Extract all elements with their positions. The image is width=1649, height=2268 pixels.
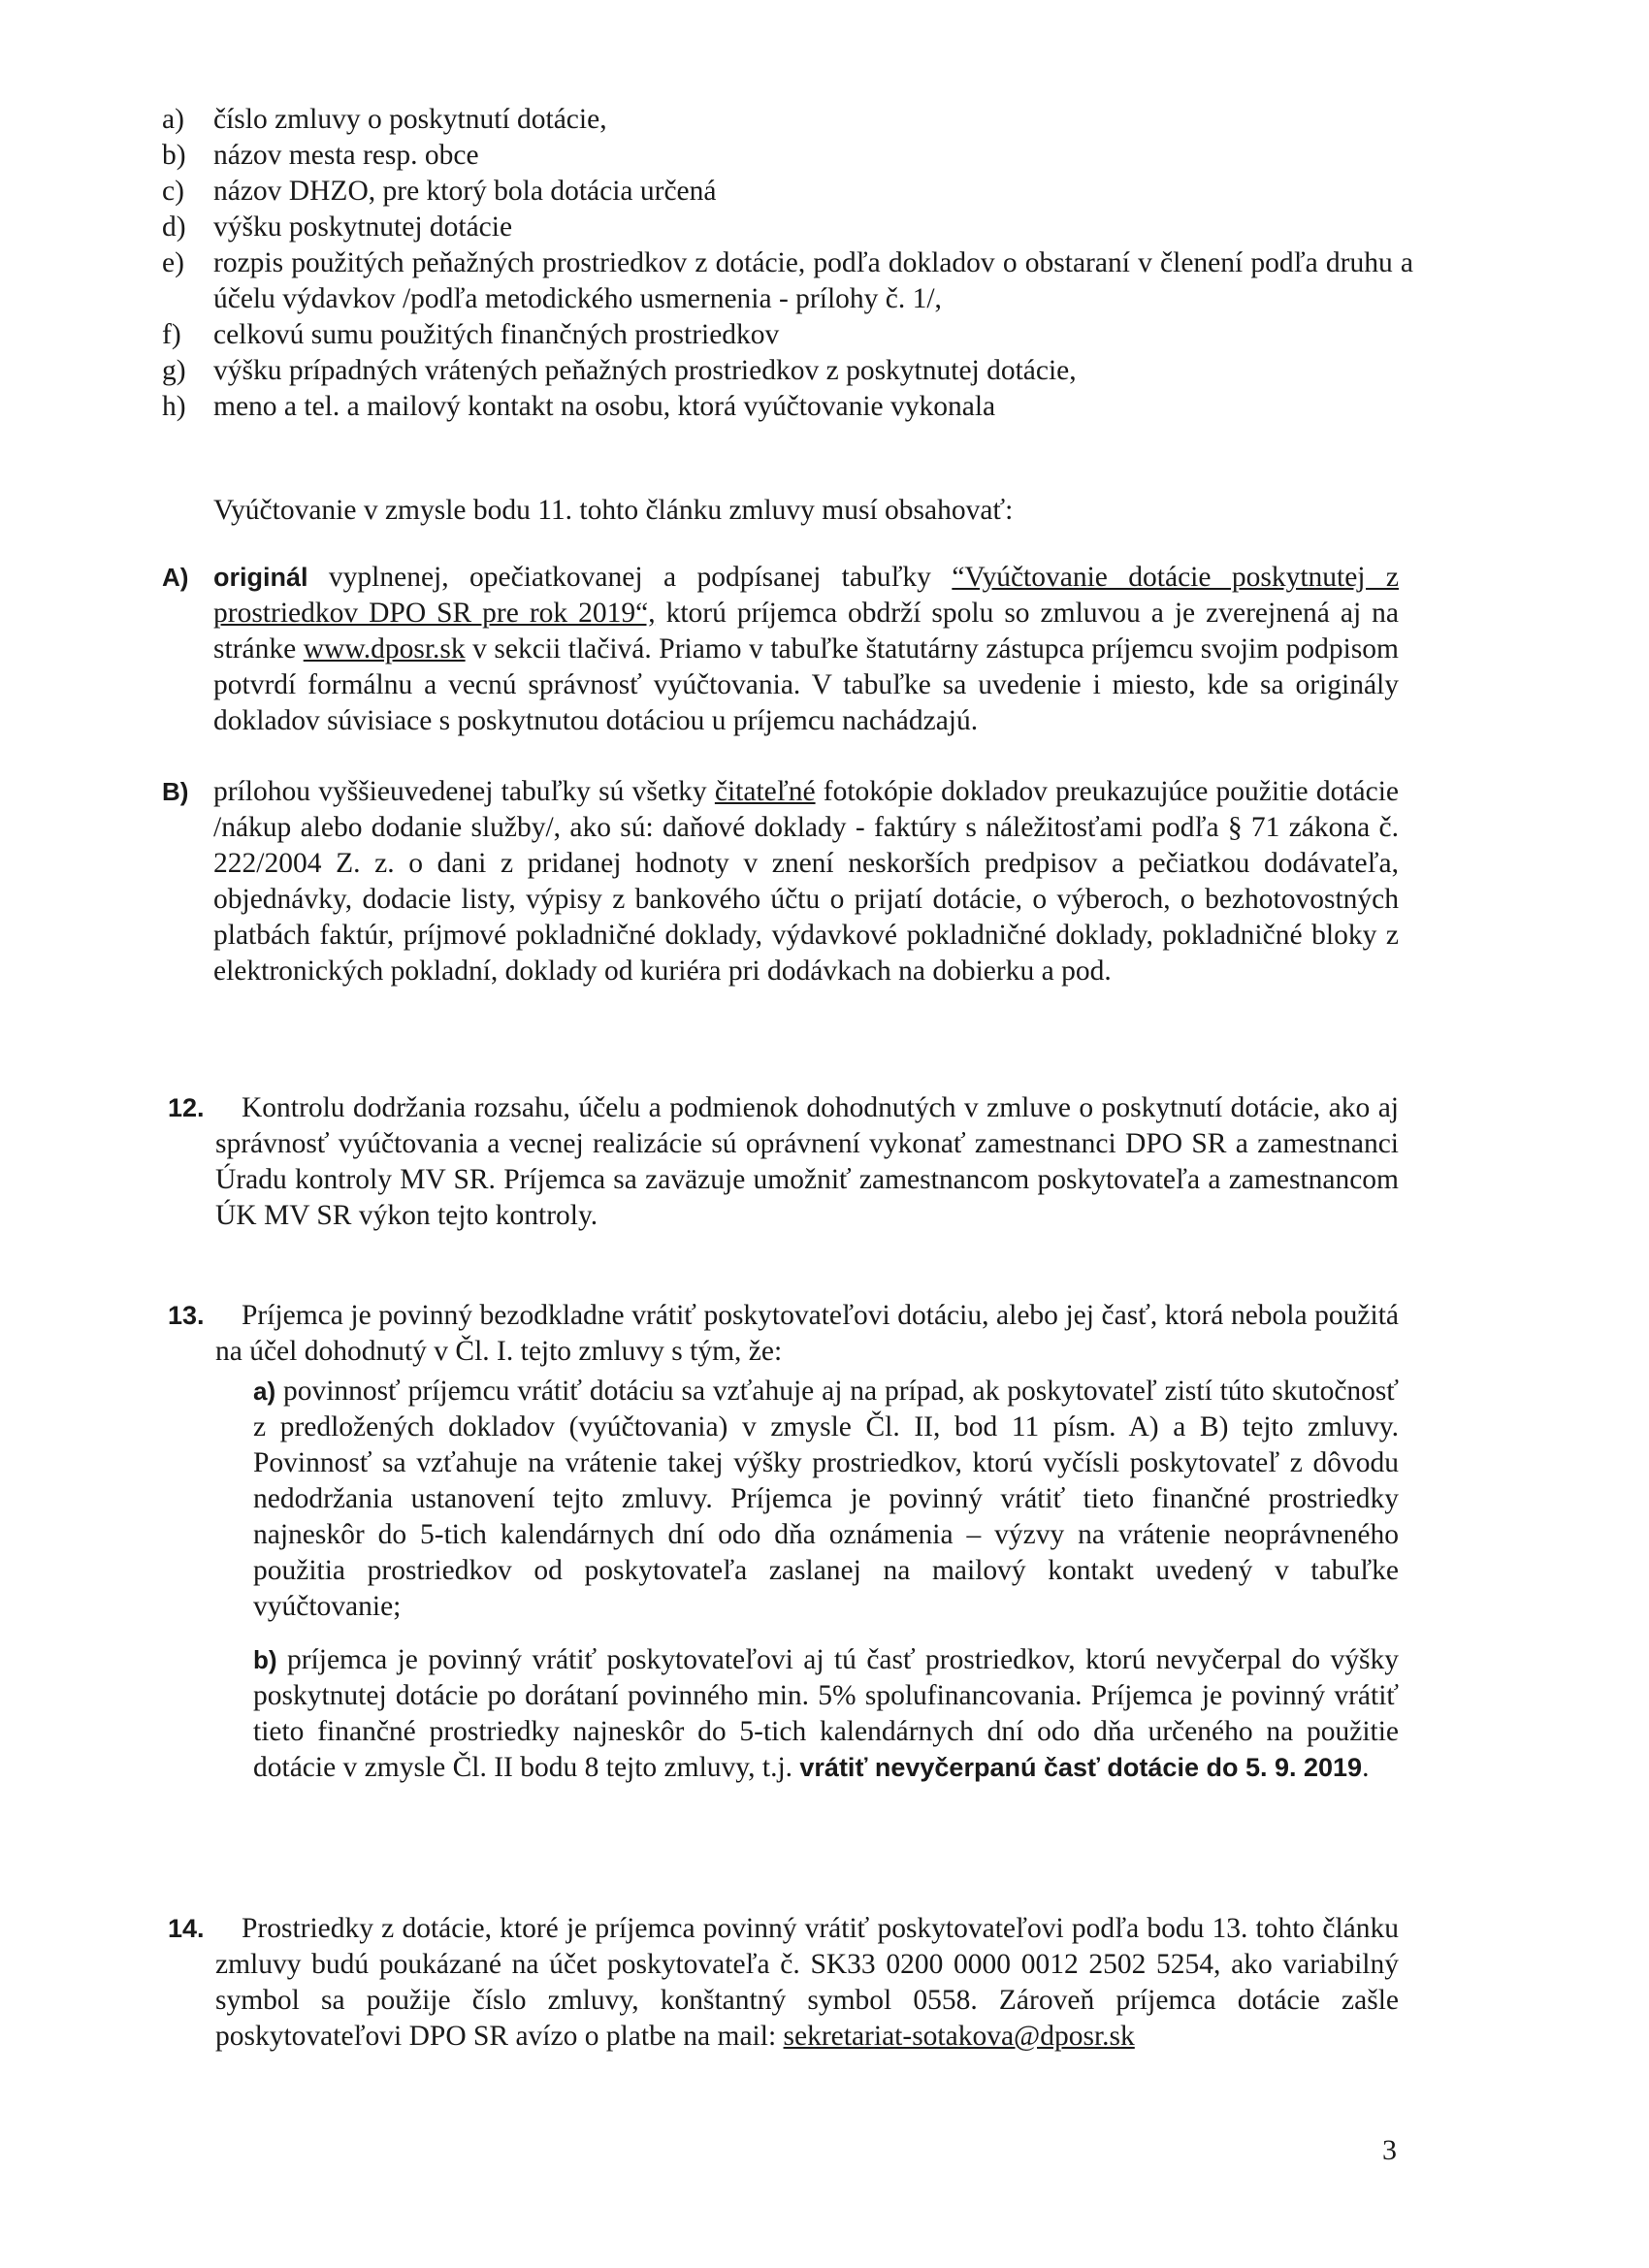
list-marker: c) bbox=[162, 176, 184, 207]
list-item-text: výšku prípadných vrátených peňažných prostriedkov z poskytnutej dotácie, bbox=[213, 355, 1077, 386]
section-number: 14. bbox=[168, 1914, 205, 1943]
section-13 bbox=[168, 1298, 1399, 1786]
list-item-text: meno a tel. a mailový kontakt na osobu, ktorá vyúčtovanie vykonala bbox=[213, 391, 996, 422]
list-item bbox=[162, 245, 1413, 317]
email-link[interactable]: sekretariat-sotakova@dposr.sk bbox=[783, 2021, 1135, 2052]
subsection-marker: B) bbox=[162, 777, 189, 806]
list-marker: h) bbox=[162, 391, 186, 422]
list-item-text: rozpis použitých peňažných prostriedkov z dotácie, podľa dokladov o obstaraní v členení podľa druhu a účelu výdavkov /podľa metodického usmernenia - prílohy č. 1/, bbox=[213, 247, 1413, 314]
section-text: Kontrolu dodržania rozsahu, účelu a podmienok dohodnutých v zmluve o poskytnutí dotácie, ako aj správnosť vyúčtovania a vecnej realizácie sú oprávnení vykonať zamestnanci DPO SR a zamestnanci Úradu kontroly MV SR. Príjemca sa zaväzuje umožniť zamestnancom poskytovateľa a zamestnancom ÚK MV SR výkon tejto kontroly. bbox=[215, 1092, 1399, 1231]
text-run: vyplnenej, opečiatkovanej a podpísanej tabuľky bbox=[307, 562, 953, 593]
website-link[interactable]: www.dposr.sk bbox=[303, 633, 466, 664]
list-item bbox=[162, 317, 1413, 353]
list-item bbox=[162, 174, 1413, 210]
list-marker: d) bbox=[162, 211, 186, 243]
subsection-a bbox=[162, 560, 1399, 739]
section-13-item-b bbox=[253, 1642, 1399, 1786]
list-marker: g) bbox=[162, 355, 186, 386]
section-number: 13. bbox=[168, 1301, 205, 1330]
table-title-underlined: “Vyúčtovanie dotácie poskytnutej z prostriedkov DPO SR pre rok 2019“, bbox=[213, 562, 1399, 629]
section-13-subitems bbox=[215, 1374, 1399, 1786]
text-run: prílohou vyššieuvedenej tabuľky sú všetky bbox=[213, 776, 715, 807]
text-run: ktorú príjemca obdrží spolu so zmluvou a je zverejnená aj na stránke bbox=[213, 598, 1399, 664]
item-marker: a) bbox=[253, 1377, 276, 1406]
requirements-list bbox=[162, 102, 1413, 425]
text-run: Prostriedky z dotácie, ktoré je príjemca povinný vrátiť poskytovateľovi podľa bodu 13. tohto článku zmluvy budú poukázané na účet poskytovateľa č. SK33 0200 0000 0012 2502 5254, ako variabilný symbol sa použije číslo zmluvy, konštantný symbol 0558. Zároveň príjemca dotácie zašle poskytovateľovi DPO SR avízo o platbe na mail: bbox=[215, 1913, 1399, 2052]
section-14 bbox=[168, 1911, 1399, 2055]
subsection-text bbox=[213, 560, 1399, 739]
list-marker: b) bbox=[162, 140, 186, 171]
intro-paragraph: Vyúčtovanie v zmysle bodu 11. tohto článku zmluvy musí obsahovať: bbox=[213, 495, 1014, 526]
section-12 bbox=[168, 1090, 1399, 1234]
section-text bbox=[215, 1911, 1399, 2055]
subsection-text bbox=[213, 774, 1399, 989]
section-13-item-a bbox=[253, 1374, 1399, 1625]
subsection-b bbox=[162, 774, 1399, 989]
list-marker: f) bbox=[162, 319, 181, 350]
list-item bbox=[162, 210, 1413, 245]
text-run: v sekcii tlačivá. Priamo v tabuľke štatutárny zástupca príjemcu svojim podpisom potvrdí formálnu a vecnú správnosť vyúčtovania. V tabuľke sa uvedenie i miesto, kde sa originály dokladov súvisiace s poskytnutou dotáciou u príjemcu nachádzajú. bbox=[213, 633, 1399, 736]
text-run: . bbox=[1362, 1752, 1370, 1783]
readable-underlined: čitateľné bbox=[714, 776, 816, 807]
list-marker: e) bbox=[162, 247, 184, 278]
deadline-bold: vrátiť nevyčerpanú časť dotácie do 5. 9. 2019 bbox=[799, 1753, 1363, 1782]
item-marker: b) bbox=[253, 1645, 277, 1674]
list-item-text: názov mesta resp. obce bbox=[213, 140, 479, 171]
list-item-text: výšku poskytnutej dotácie bbox=[213, 211, 513, 243]
text-run: fotokópie dokladov preukazujúce použitie dotácie /nákup alebo dodanie služby/, ako sú: daňové doklady - faktúry s náležitosťami podľa § 71 zákona č. 222/2004 Z. z. o dani z pridanej hodnoty v znení neskorších predpisov a pečiatkou dodávateľa, objednávky, dodacie listy, výpisy z bankového účtu o prijatí dotácie, o výberoch, o bezhotovostných platbách faktúr, príjmové pokladničné doklady, výdavkové pokladničné doklady, pokladničné bloky z elektronických pokladní, doklady od kuriéra pri dodávkach na dobierku a pod. bbox=[213, 776, 1399, 987]
section-text: Príjemca je povinný bezodkladne vrátiť poskytovateľovi dotáciu, alebo jej časť, ktorá nebola použitá na účel dohodnutý v Čl. I. tejto zmluvy s tým, že: bbox=[215, 1300, 1399, 1367]
list-marker: a) bbox=[162, 104, 184, 135]
subsection-marker: A) bbox=[162, 563, 189, 592]
page-number: 3 bbox=[1382, 2134, 1397, 2166]
list-item bbox=[162, 389, 1413, 425]
list-item bbox=[162, 138, 1413, 174]
item-text: povinnosť príjemcu vrátiť dotáciu sa vzťahuje aj na prípad, ak poskytovateľ zistí túto skutočnosť z predložených dokladov (vyúčtovania) v zmysle Čl. II, bod 11 písm. A) a B) tejto zmluvy. Povinnosť sa vzťahuje na vrátenie takej výšky prostriedkov, ktorú vyčísli poskytovateľ z dôvodu nedodržania ustanovení tejto zmluvy. Príjemca je povinný vrátiť tieto finančné prostriedky najneskôr do 5-tich kalendárnych dní odo dňa oznámenia – výzvy na vrátenie neoprávneného použitia prostriedkov od poskytovateľa zaslanej na mailový kontakt uvedený v tabuľke vyúčtovanie; bbox=[253, 1376, 1399, 1622]
list-item-text: číslo zmluvy o poskytnutí dotácie, bbox=[213, 104, 607, 135]
item-text: príjemca je povinný vrátiť poskytovateľovi aj tú časť prostriedkov, ktorú nevyčerpal do výšky poskytnutej dotácie po dorátaní povinného min. 5% spolufinancovania. Príjemca je povinný vrátiť tieto finančné prostriedky najneskôr do 5-tich kalendárnych dní odo dňa určeného na použitie dotácie v zmysle Čl. II bodu 8 tejto zmluvy, t.j. bbox=[253, 1644, 1399, 1783]
list-item-text: názov DHZO, pre ktorý bola dotácia určená bbox=[213, 176, 717, 207]
list-item-text: celkovú sumu použitých finančných prostriedkov bbox=[213, 319, 780, 350]
list-item bbox=[162, 353, 1413, 389]
list-item bbox=[162, 102, 1413, 138]
original-bold: originál bbox=[213, 563, 308, 592]
section-number: 12. bbox=[168, 1093, 205, 1122]
